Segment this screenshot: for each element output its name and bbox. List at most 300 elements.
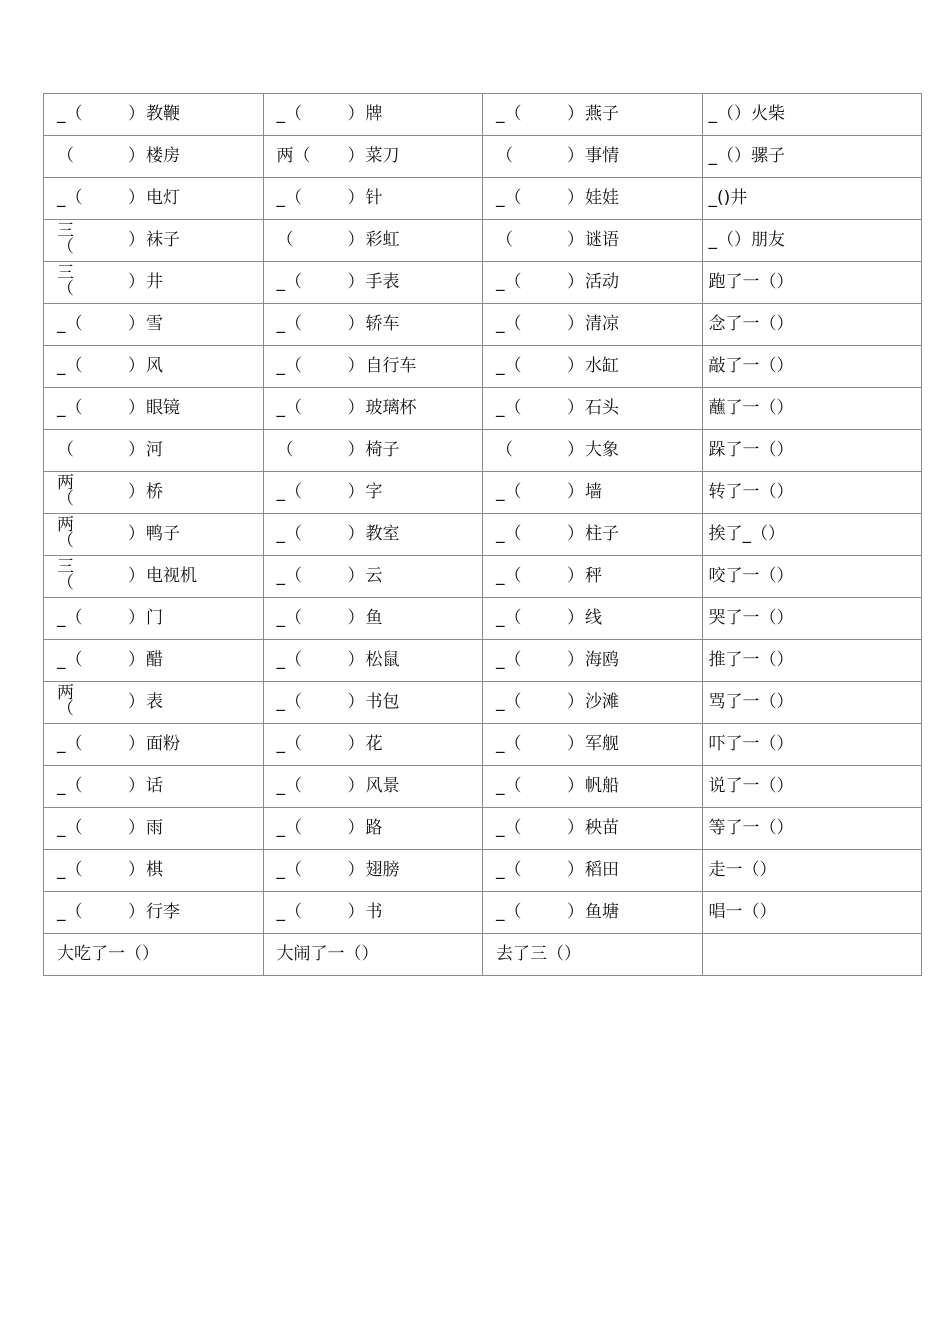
noun-text: 电视机 (146, 566, 197, 586)
exercise-cell (483, 682, 703, 724)
exercise-cell (483, 178, 703, 220)
phrase-text: 念了一（） (708, 314, 794, 334)
blank-close-paren: ） (347, 608, 365, 628)
exercise-item (44, 556, 263, 597)
blank-prefix: _（ (496, 692, 522, 712)
exercise-item (264, 430, 483, 471)
exercise-cell (44, 430, 264, 472)
exercise-item (44, 808, 263, 849)
noun-text: 风 (146, 356, 163, 376)
blank-prefix: _（ (57, 104, 83, 124)
blank-close-paren: ） (128, 776, 145, 796)
noun-text: 自行车 (365, 356, 417, 376)
blank-close-paren: ） (347, 860, 365, 880)
table-row (44, 808, 922, 850)
blank-prefix: _（ (276, 314, 302, 334)
blank-close-paren: ） (128, 650, 145, 670)
worksheet-body (44, 94, 922, 976)
noun-text: 轿车 (365, 314, 400, 334)
noun-text: 水缸 (585, 356, 619, 376)
blank-prefix: _（ (496, 608, 522, 628)
exercise-item (703, 472, 922, 513)
exercise-cell (702, 388, 922, 430)
blank-prefix: _（ (57, 734, 83, 754)
exercise-cell (44, 514, 264, 556)
blank-close-paren: ） (128, 230, 145, 250)
noun-text: 柱子 (585, 524, 619, 544)
blank-prefix: _（ (496, 860, 522, 880)
table-row (44, 598, 922, 640)
blank-close-paren: ） (567, 776, 584, 796)
noun-text: 菜刀 (365, 146, 400, 166)
noun-text: 稻田 (585, 860, 619, 880)
table-row (44, 640, 922, 682)
blank-close-paren: ） (567, 314, 584, 334)
exercise-cell (263, 514, 483, 556)
blank-close-paren: ） (567, 230, 584, 250)
blank-prefix: _（ (276, 650, 302, 670)
noun-text: 花 (365, 734, 383, 754)
phrase-text: 走一（） (708, 860, 777, 880)
blank-close-paren: ） (128, 692, 145, 712)
exercise-cell (483, 892, 703, 934)
exercise-cell (263, 262, 483, 304)
blank-close-paren: ） (347, 314, 365, 334)
exercise-item (483, 640, 702, 681)
blank-prefix: 两 （ (57, 515, 74, 551)
exercise-cell (702, 640, 922, 682)
exercise-cell (483, 262, 703, 304)
blank-close-paren: ） (567, 692, 584, 712)
phrase-text: 咬了一（） (708, 566, 794, 586)
noun-text: 雪 (146, 314, 163, 334)
exercise-item (44, 304, 263, 345)
blank-prefix: _（ (57, 860, 83, 880)
blank-close-paren: ） (347, 818, 365, 838)
blank-prefix: _（ (496, 482, 522, 502)
exercise-cell (483, 556, 703, 598)
blank-close-paren: ） (347, 566, 365, 586)
exercise-cell (483, 640, 703, 682)
exercise-cell (702, 262, 922, 304)
blank-close-paren: ） (347, 734, 365, 754)
noun-text: 风景 (365, 776, 400, 796)
exercise-cell (44, 934, 264, 976)
noun-text: 沙滩 (585, 692, 619, 712)
blank-prefix: （ (496, 230, 513, 250)
blank-close-paren: ） (347, 776, 365, 796)
table-row (44, 220, 922, 262)
blank-close-paren: ） (347, 272, 365, 292)
blank-prefix: （ (276, 440, 294, 460)
exercise-cell (702, 724, 922, 766)
exercise-item (264, 556, 483, 597)
blank-prefix: _（ (496, 272, 522, 292)
phrase-text: 哭了一（） (708, 608, 794, 628)
exercise-cell (44, 178, 264, 220)
exercise-item (483, 304, 702, 345)
noun-text: 门 (146, 608, 163, 628)
exercise-cell (702, 934, 922, 976)
blank-close-paren: ） (128, 398, 145, 418)
noun-text: 针 (365, 188, 383, 208)
table-row (44, 346, 922, 388)
noun-text: 醋 (146, 650, 163, 670)
table-row (44, 724, 922, 766)
exercise-item (483, 892, 702, 933)
blank-prefix: _（ (276, 398, 302, 418)
phrase-text: _（）火柴 (708, 104, 785, 124)
blank-prefix: _（ (496, 734, 522, 754)
noun-text: 雨 (146, 818, 163, 838)
exercise-cell (44, 598, 264, 640)
exercise-item (483, 220, 702, 261)
blank-prefix: （ (496, 440, 513, 460)
exercise-item (703, 892, 922, 933)
noun-text: 行李 (146, 902, 180, 922)
exercise-cell (702, 304, 922, 346)
exercise-item (44, 850, 263, 891)
exercise-cell (44, 220, 264, 262)
noun-text: 石头 (585, 398, 619, 418)
exercise-cell (702, 346, 922, 388)
blank-close-paren: ） (128, 482, 145, 502)
exercise-cell (263, 724, 483, 766)
blank-prefix: （ (496, 146, 513, 166)
exercise-item (264, 808, 483, 849)
phrase-text: 吓了一（） (708, 734, 794, 754)
table-row (44, 556, 922, 598)
exercise-item (483, 724, 702, 765)
blank-close-paren: ） (347, 650, 365, 670)
noun-text: 书包 (365, 692, 400, 712)
table-row (44, 136, 922, 178)
exercise-item (703, 514, 922, 555)
exercise-item (264, 304, 483, 345)
blank-prefix: _（ (276, 776, 302, 796)
exercise-cell (44, 304, 264, 346)
exercise-cell (44, 262, 264, 304)
exercise-cell (44, 346, 264, 388)
exercise-item (264, 472, 483, 513)
noun-text: 秧苗 (585, 818, 619, 838)
exercise-item (44, 934, 263, 975)
blank-close-paren: ） (567, 482, 584, 502)
blank-close-paren: ） (128, 272, 145, 292)
table-row (44, 304, 922, 346)
blank-prefix: _（ (57, 650, 83, 670)
exercise-cell (702, 472, 922, 514)
noun-text: 活动 (585, 272, 619, 292)
exercise-cell (44, 850, 264, 892)
exercise-item (483, 934, 702, 975)
exercise-item (703, 94, 922, 135)
blank-prefix: （ (276, 230, 294, 250)
phrase-text: 蘸了一（） (708, 398, 794, 418)
exercise-cell (263, 430, 483, 472)
blank-close-paren: ） (567, 566, 584, 586)
table-row (44, 682, 922, 724)
noun-text: 墙 (585, 482, 602, 502)
blank-prefix: 三 （ (57, 557, 74, 593)
noun-text: 秤 (585, 566, 602, 586)
exercise-item (44, 220, 263, 261)
exercise-cell (483, 220, 703, 262)
noun-text: 河 (146, 440, 163, 460)
exercise-item (44, 514, 263, 555)
exercise-cell (263, 388, 483, 430)
exercise-cell (44, 808, 264, 850)
exercise-item (44, 178, 263, 219)
exercise-cell (263, 94, 483, 136)
exercise-cell (44, 388, 264, 430)
noun-text: 松鼠 (365, 650, 400, 670)
noun-text: 军舰 (585, 734, 619, 754)
blank-close-paren: ） (567, 902, 584, 922)
exercise-item (483, 514, 702, 555)
phrase-text: 大吃了一（） (57, 944, 159, 964)
exercise-item (264, 850, 483, 891)
exercise-cell (483, 766, 703, 808)
exercise-cell (263, 892, 483, 934)
exercise-cell (483, 346, 703, 388)
exercise-cell (702, 94, 922, 136)
blank-prefix: _（ (57, 818, 83, 838)
exercise-item (44, 94, 263, 135)
noun-text: 话 (146, 776, 163, 796)
noun-text: 楼房 (146, 146, 180, 166)
blank-prefix: 两 （ (57, 473, 74, 509)
noun-text: 表 (146, 692, 163, 712)
blank-close-paren: ） (347, 104, 365, 124)
phrase-text: 转了一（） (708, 482, 794, 502)
exercise-item (483, 178, 702, 219)
blank-prefix: （ (57, 440, 74, 460)
noun-text: 大象 (585, 440, 619, 460)
exercise-item (44, 136, 263, 177)
blank-close-paren: ） (128, 566, 145, 586)
blank-prefix: _（ (276, 188, 302, 208)
exercise-cell (263, 640, 483, 682)
blank-prefix: _（ (496, 314, 522, 334)
exercise-cell (263, 346, 483, 388)
blank-close-paren: ） (567, 440, 584, 460)
exercise-cell (483, 472, 703, 514)
blank-close-paren: ） (128, 860, 145, 880)
exercise-item (703, 682, 922, 723)
exercise-item (703, 808, 922, 849)
blank-close-paren: ） (128, 608, 145, 628)
exercise-item (703, 178, 922, 219)
blank-close-paren: ） (347, 356, 365, 376)
exercise-cell (263, 136, 483, 178)
blank-close-paren: ） (347, 902, 365, 922)
exercise-cell (263, 850, 483, 892)
phrase-text: 跺了一（） (708, 440, 794, 460)
exercise-cell (263, 178, 483, 220)
noun-text: 鱼塘 (585, 902, 619, 922)
exercise-cell (263, 808, 483, 850)
exercise-cell (44, 682, 264, 724)
blank-close-paren: ） (347, 524, 365, 544)
noun-text: 教鞭 (146, 104, 180, 124)
phrase-text: 骂了一（） (708, 692, 794, 712)
blank-prefix: 三 （ (57, 263, 74, 299)
blank-close-paren: ） (128, 902, 145, 922)
exercise-cell (702, 514, 922, 556)
blank-prefix: _（ (276, 356, 302, 376)
blank-prefix: _（ (57, 398, 83, 418)
blank-prefix: （ (57, 146, 74, 166)
noun-text: 事情 (585, 146, 619, 166)
blank-prefix: _（ (276, 734, 302, 754)
blank-close-paren: ） (128, 356, 145, 376)
table-row (44, 766, 922, 808)
exercise-cell (263, 220, 483, 262)
exercise-cell (44, 94, 264, 136)
noun-text: 井 (146, 272, 163, 292)
blank-close-paren: ） (347, 230, 365, 250)
exercise-cell (702, 892, 922, 934)
exercise-item (44, 262, 263, 303)
noun-text: 书 (365, 902, 383, 922)
blank-close-paren: ） (567, 356, 584, 376)
exercise-cell (263, 598, 483, 640)
exercise-item (264, 136, 483, 177)
noun-text: 电灯 (146, 188, 180, 208)
noun-text: 彩虹 (365, 230, 400, 250)
phrase-text: 唱一（） (708, 902, 777, 922)
phrase-text: _（）骡子 (708, 146, 785, 166)
blank-close-paren: ） (128, 734, 145, 754)
blank-prefix: _（ (57, 188, 83, 208)
noun-text: 袜子 (146, 230, 180, 250)
exercise-item (483, 808, 702, 849)
table-row (44, 262, 922, 304)
blank-prefix: _（ (276, 818, 302, 838)
phrase-text: 等了一（） (708, 818, 794, 838)
exercise-item (703, 262, 922, 303)
exercise-cell (483, 304, 703, 346)
phrase-text: 敲了一（） (708, 356, 794, 376)
exercise-item (44, 682, 263, 723)
exercise-cell (483, 136, 703, 178)
blank-close-paren: ） (567, 860, 584, 880)
noun-text: 线 (585, 608, 602, 628)
blank-prefix: _（ (276, 482, 302, 502)
exercise-cell (702, 136, 922, 178)
exercise-cell (263, 766, 483, 808)
exercise-item (703, 136, 922, 177)
noun-text: 谜语 (585, 230, 619, 250)
blank-prefix: 两 （ (57, 683, 74, 719)
exercise-cell (483, 514, 703, 556)
noun-text: 鱼 (365, 608, 383, 628)
exercise-item (264, 766, 483, 807)
blank-close-paren: ） (567, 188, 584, 208)
blank-prefix: _（ (276, 692, 302, 712)
exercise-item (703, 220, 922, 261)
exercise-item (44, 472, 263, 513)
blank-prefix: _（ (276, 524, 302, 544)
phrase-text: 推了一（） (708, 650, 794, 670)
blank-close-paren: ） (128, 104, 145, 124)
exercise-item (703, 598, 922, 639)
noun-text: 翅膀 (365, 860, 400, 880)
exercise-cell (702, 178, 922, 220)
blank-close-paren: ） (567, 734, 584, 754)
phrase-text: 跑了一（） (708, 272, 794, 292)
blank-prefix: _（ (496, 356, 522, 376)
exercise-cell (483, 724, 703, 766)
table-row (44, 430, 922, 472)
exercise-cell (702, 850, 922, 892)
blank-prefix: 两（ (276, 146, 311, 166)
blank-close-paren: ） (347, 482, 365, 502)
exercise-item (483, 388, 702, 429)
exercise-item (703, 850, 922, 891)
exercise-item (703, 430, 922, 471)
noun-text: 手表 (365, 272, 400, 292)
exercise-cell (702, 808, 922, 850)
blank-close-paren: ） (567, 104, 584, 124)
exercise-item (703, 934, 922, 975)
exercise-item (264, 220, 483, 261)
exercise-cell (702, 766, 922, 808)
exercise-item (264, 598, 483, 639)
exercise-item (44, 724, 263, 765)
table-row (44, 850, 922, 892)
blank-prefix: _（ (57, 608, 83, 628)
blank-close-paren: ） (128, 188, 145, 208)
blank-prefix: _（ (496, 524, 522, 544)
noun-text: 椅子 (365, 440, 400, 460)
blank-close-paren: ） (567, 818, 584, 838)
blank-close-paren: ） (128, 524, 145, 544)
exercise-item (483, 766, 702, 807)
blank-close-paren: ） (128, 440, 145, 460)
measure-word-worksheet-table (43, 93, 922, 976)
exercise-cell (702, 682, 922, 724)
exercise-item (483, 472, 702, 513)
noun-text: 教室 (365, 524, 400, 544)
blank-prefix: _（ (276, 902, 302, 922)
exercise-cell (483, 388, 703, 430)
blank-prefix: _（ (496, 398, 522, 418)
blank-prefix: _（ (496, 650, 522, 670)
exercise-item (264, 682, 483, 723)
blank-close-paren: ） (347, 692, 365, 712)
noun-text: 娃娃 (585, 188, 619, 208)
exercise-item (703, 766, 922, 807)
blank-prefix: _（ (496, 902, 522, 922)
blank-prefix: _（ (57, 356, 83, 376)
noun-text: 路 (365, 818, 383, 838)
exercise-item (264, 388, 483, 429)
exercise-item (703, 346, 922, 387)
exercise-cell (702, 556, 922, 598)
exercise-item (264, 724, 483, 765)
exercise-item (483, 682, 702, 723)
blank-prefix: _（ (57, 314, 83, 334)
noun-text: 帆船 (585, 776, 619, 796)
exercise-item (44, 346, 263, 387)
exercise-cell (263, 556, 483, 598)
exercise-cell (483, 808, 703, 850)
exercise-item (264, 262, 483, 303)
exercise-cell (483, 598, 703, 640)
exercise-item (44, 388, 263, 429)
